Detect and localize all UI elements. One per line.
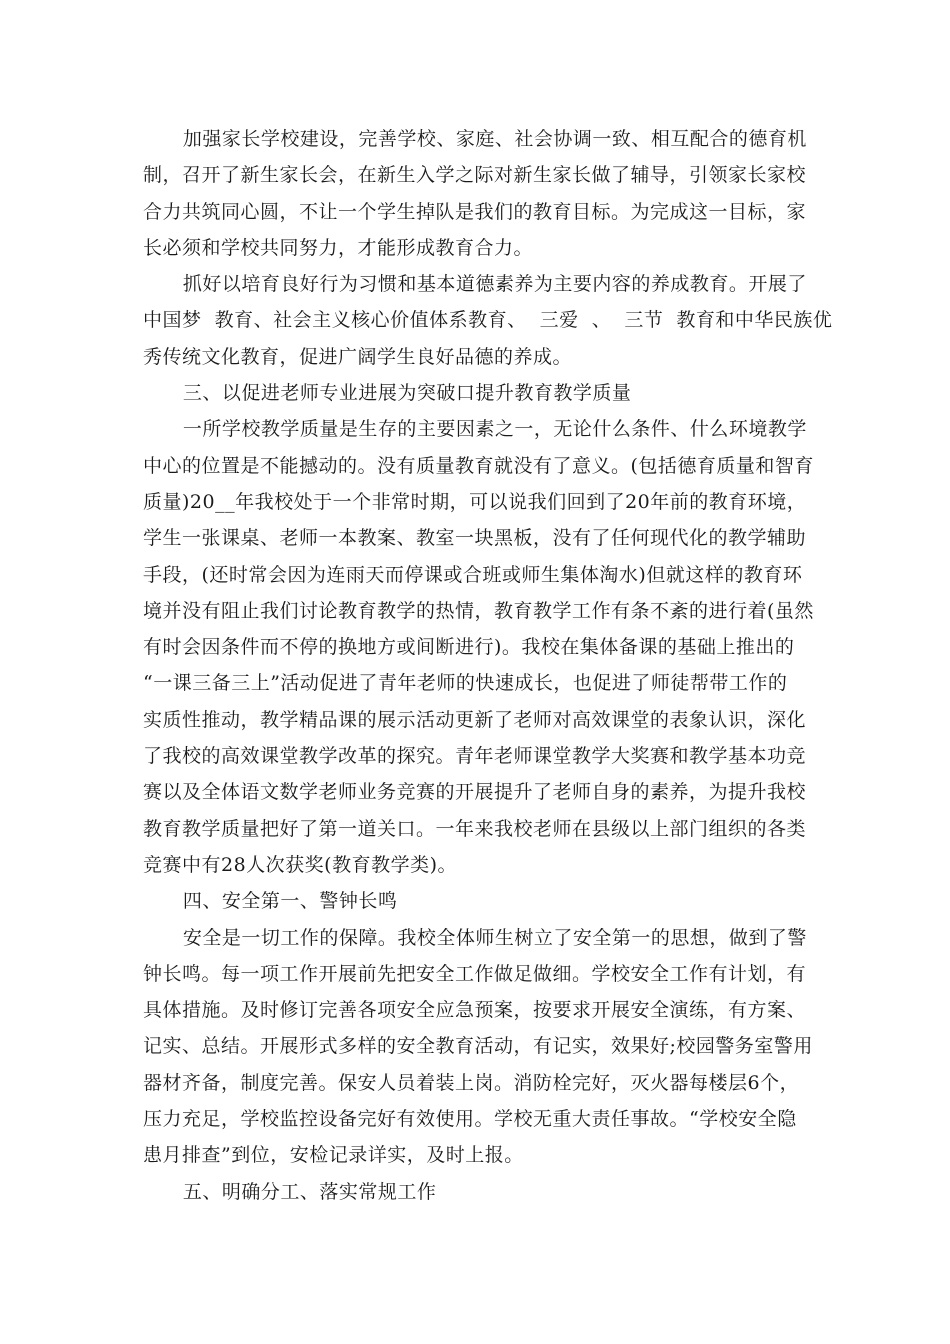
section-heading-5 <box>143 1174 813 1210</box>
text-line: 合力共筑同心圆，不让一个学生掉队是我们的教育目标。为完成这一目标，家 <box>143 200 807 223</box>
paragraph-teaching-quality <box>143 411 813 883</box>
text-line: 患月排查”到位，安检记录详实，及时上报。 <box>143 1144 524 1167</box>
text-line: 有时会因条件而不停的换地方或间断进行)。我校在集体备课的基础上推出的 <box>143 636 795 659</box>
text-line: 教育教学质量把好了第一道关口。一年来我校老师在县级以上部门组织的各类 <box>143 817 807 840</box>
paragraph-safety <box>143 920 813 1174</box>
text-line: 安全是一切工作的保障。我校全体师生树立了安全第一的思想，做到了警 <box>182 926 807 949</box>
paragraph-habit-education <box>143 266 833 375</box>
text-line: 中心的位置是不能撼动的。没有质量教育就没有了意义。(包括德育质量和智育 <box>143 454 814 477</box>
text-line: 钟长鸣。每一项工作开展前先把安全工作做足做细。学校安全工作有计划，有 <box>143 962 807 985</box>
text-line: “一课三备三上”活动促进了青年老师的快速成长，也促进了师徒帮带工作的 <box>143 672 788 695</box>
paragraph-parent-school <box>143 121 813 266</box>
heading-text: 五、明确分工、落实常规工作 <box>182 1180 437 1203</box>
text-line: 记实、总结。开展形式多样的安全教育活动，有记实，效果好;校园警务室警用 <box>143 1035 813 1058</box>
text-line: 手段，(还时常会因为连雨天而停课或合班或师生集体淘水)但就这样的教育环 <box>143 563 803 586</box>
text-line: 质量)20__年我校处于一个非常时期，可以说我们回到了20年前的教育环境， <box>143 490 807 513</box>
document-body <box>143 121 833 1210</box>
text-line: 中国梦 教育、社会主义核心价值体系教育、 三爱 、 三节 教育和中华民族优 <box>143 309 833 332</box>
text-line: 竞赛中有28人次获奖(教育教学类)。 <box>143 853 458 876</box>
text-line: 了我校的高效课堂教学改革的探究。青年老师课堂教学大奖赛和教学基本功竞 <box>143 745 807 768</box>
text-line: 压力充足，学校监控设备完好有效使用。学校无重大责任事故。“学校安全隐 <box>143 1108 797 1131</box>
text-line: 抓好以培育良好行为习惯和基本道德素养为主要内容的养成教育。开展了 <box>182 273 807 296</box>
text-line: 制，召开了新生家长会，在新生入学之际对新生家长做了辅导，引领家长家校 <box>143 164 807 187</box>
text-line: 器材齐备，制度完善。保安人员着装上岗。消防栓完好，灭火器每楼层6个， <box>143 1071 800 1094</box>
text-line: 境并没有阻止我们讨论教育教学的热情，教育教学工作有条不紊的进行着(虽然 <box>143 599 814 622</box>
text-line: 学生一张课桌、老师一本教案、教室一块黑板，没有了任何现代化的教学辅助 <box>143 527 807 550</box>
text-line: 实质性推动，教学精品课的展示活动更新了老师对高效课堂的表象认识，深化 <box>143 708 807 731</box>
heading-text: 四、安全第一、警钟长鸣 <box>182 890 398 913</box>
heading-text: 三、以促进老师专业进展为突破口提升教育教学质量 <box>182 382 632 405</box>
section-heading-4 <box>143 883 813 919</box>
text-line: 秀传统文化教育，促进广阔学生良好品德的养成。 <box>143 345 573 368</box>
section-heading-3 <box>143 375 813 411</box>
text-line: 赛以及全体语文数学老师业务竞赛的开展提升了老师自身的素养，为提升我校 <box>143 781 807 804</box>
text-line: 具体措施。及时修订完善各项安全应急预案，按要求开展安全演练，有方案、 <box>143 999 807 1022</box>
text-line: 一所学校教学质量是生存的主要因素之一，无论什么条件、什么环境教学 <box>182 418 807 441</box>
text-line: 加强家长学校建设，完善学校、家庭、社会协调一致、相互配合的德育机 <box>182 128 807 150</box>
text-line: 长必须和学校共同努力，才能形成教育合力。 <box>143 236 534 259</box>
